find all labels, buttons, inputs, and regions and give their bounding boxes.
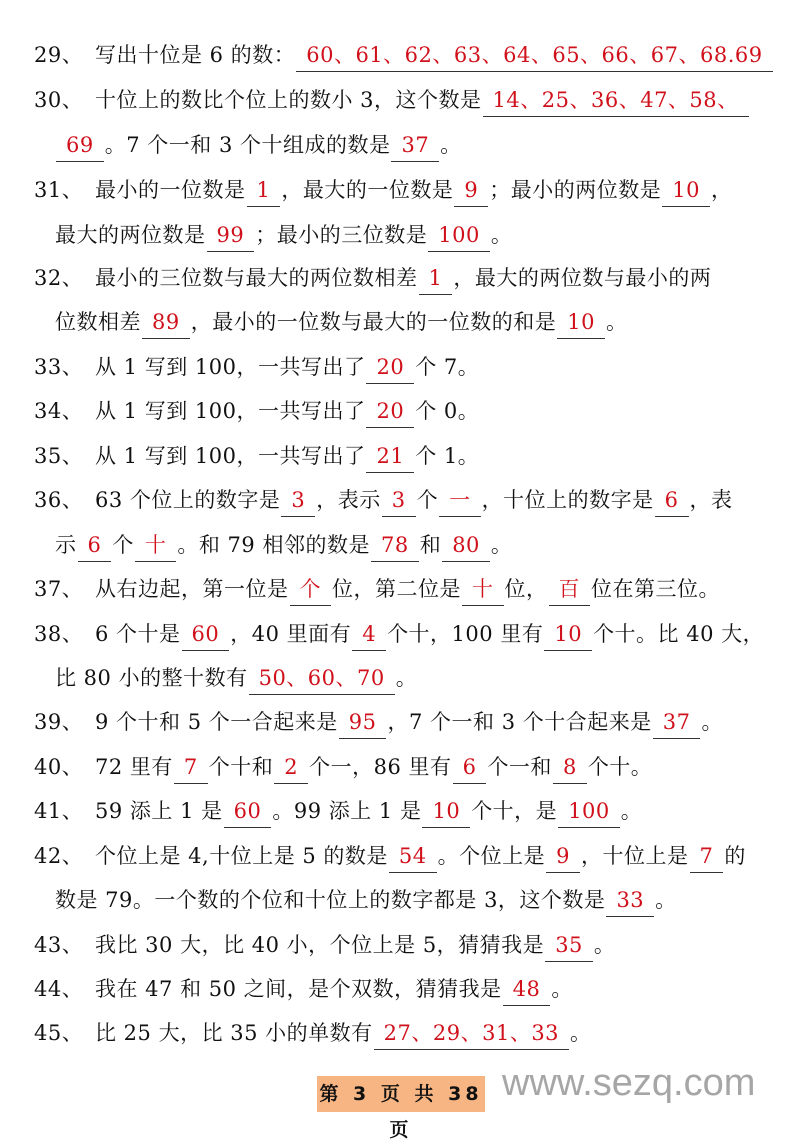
text-segment: ，表 [689, 488, 733, 512]
answer-blank: 80 [442, 529, 490, 562]
question-number: 31、 [34, 178, 84, 202]
text-segment: 个十。 [587, 755, 653, 779]
answer-blank: 4 [352, 618, 386, 651]
text-segment: 个一和 [487, 755, 552, 779]
text-segment: 。 [490, 223, 513, 247]
text-segment: 最大的两位数是 [55, 223, 206, 247]
question-text [95, 747, 652, 787]
question-number: 41、 [34, 799, 84, 823]
question-text [95, 569, 720, 609]
text-segment: 。 [551, 977, 573, 1001]
answer-blank: 54 [389, 840, 437, 873]
text-segment: 63 个位上的数字是 [95, 488, 281, 512]
answer-blank: 2 [274, 751, 308, 784]
question-number: 32、 [34, 266, 84, 290]
answer-blank: 7 [690, 840, 724, 873]
text-segment: ，最小的一位数与最大的一位数的和是 [190, 310, 557, 334]
answer-blank: 100 [558, 795, 620, 828]
answer-blank: 8 [553, 751, 587, 784]
answer-blank: 21 [366, 440, 414, 473]
text-segment: ，40 里面有 [230, 622, 352, 646]
answer-blank: 7 [174, 751, 208, 784]
text-segment: 个 1。 [415, 444, 480, 468]
answer-blank: 1 [247, 174, 281, 207]
text-segment: 的 [724, 844, 746, 868]
answer-blank: 35 [545, 929, 593, 962]
question-text [95, 925, 615, 965]
text-segment: ，最大的一位数是 [281, 178, 454, 202]
text-segment: ，7 个一和 3 个十合起来是 [387, 710, 652, 734]
question-number: 39、 [34, 710, 84, 734]
answer-blank: 69 [56, 129, 104, 162]
text-segment: 个十。比 40 大， [593, 622, 765, 646]
answer-blank: 10 [662, 174, 710, 207]
answer-blank: 20 [366, 351, 414, 384]
answer-blank: 37 [653, 706, 701, 739]
text-segment: 比 80 小的整十数有 [55, 666, 248, 690]
text-segment: 位，第二位是 [332, 577, 461, 601]
question-number: 40、 [34, 755, 84, 779]
answer-blank: 十 [462, 573, 504, 606]
answer-blank: 十 [135, 529, 177, 562]
text-segment: ， [710, 178, 733, 202]
text-segment: 个 [416, 488, 439, 512]
text-segment: 写出十位是 6 的数： [95, 43, 296, 67]
answer-blank: 3 [382, 484, 416, 517]
text-segment: 个 7。 [415, 355, 480, 379]
text-segment: 。 [620, 799, 643, 823]
answer-blank: 百 [549, 573, 591, 606]
text-segment: 位数相差 [55, 310, 141, 334]
answer-blank: 一 [439, 484, 481, 517]
text-segment: ，十位上的数字是 [481, 488, 654, 512]
answer-blank: 6 [453, 751, 487, 784]
text-segment: 个十，100 里有 [387, 622, 544, 646]
text-segment: 比 25 大，比 35 小的单数有 [95, 1021, 373, 1045]
answer-blank: 60 [182, 618, 230, 651]
answer-blank: 10 [557, 306, 605, 339]
answer-blank: 6 [78, 529, 112, 562]
question-number: 36、 [34, 488, 84, 512]
text-segment: 。99 添上 1 是 [272, 799, 422, 823]
text-segment: 。 [570, 1021, 592, 1045]
question-text [95, 35, 774, 75]
answer-blank: 37 [391, 129, 439, 162]
text-segment: 6 个十是 [95, 622, 181, 646]
answer-blank: 60 [224, 795, 272, 828]
text-segment: 个位上是 4,十位上是 5 的数是 [95, 844, 388, 868]
question-text [95, 170, 732, 210]
text-segment: 。 [395, 666, 418, 690]
text-segment: 从 1 写到 100，一共写出了 [95, 444, 366, 468]
answer-blank: 60、61、62、63、64、65、66、67、68.69 [296, 39, 772, 72]
answer-blank: 3 [281, 484, 315, 517]
question-text [55, 302, 627, 342]
text-segment: 。 [490, 533, 513, 557]
text-segment: ，十位上是 [581, 844, 689, 868]
question-text [95, 480, 733, 520]
question-number: 37、 [34, 577, 84, 601]
text-segment: 59 添上 1 是 [95, 799, 223, 823]
text-segment: 十位上的数比个位上的数小 3，这个数是 [95, 88, 482, 112]
question-text [95, 391, 479, 431]
question-text [95, 258, 711, 298]
question-text [95, 347, 479, 387]
text-segment: 9 个十和 5 个一合起来是 [95, 710, 338, 734]
question-number: 42、 [34, 844, 84, 868]
question-text [95, 791, 642, 831]
question-number: 33、 [34, 355, 84, 379]
text-segment: 。和 79 相邻的数是 [177, 533, 370, 557]
text-segment: 最小的一位数是 [95, 178, 246, 202]
text-segment: 和 [419, 533, 442, 557]
answer-blank: 10 [422, 795, 470, 828]
answer-blank: 95 [339, 706, 387, 739]
answer-blank: 48 [503, 973, 551, 1006]
answer-blank: 50、60、70 [249, 662, 395, 695]
text-segment: 个 0。 [415, 399, 480, 423]
answer-blank: 78 [371, 529, 419, 562]
text-segment: 从右边起，第一位是 [95, 577, 289, 601]
text-segment: 我在 47 和 50 之间，是个双数，猜猜我是 [95, 977, 502, 1001]
question-text [55, 215, 512, 255]
answer-blank: 100 [428, 219, 490, 252]
text-segment: 从 1 写到 100，一共写出了 [95, 355, 366, 379]
question-number: 35、 [34, 444, 84, 468]
text-segment: 最小的三位数与最大的两位数相差 [95, 266, 418, 290]
question-number: 30、 [34, 88, 84, 112]
text-segment: 示 [55, 533, 77, 557]
question-text [95, 614, 764, 654]
answer-blank: 10 [544, 618, 592, 651]
question-number: 43、 [34, 933, 84, 957]
question-text [95, 80, 750, 120]
question-number: 45、 [34, 1021, 84, 1045]
question-number: 38、 [34, 622, 84, 646]
question-text [95, 969, 573, 1009]
text-segment: 。7 个一和 3 个十组成的数是 [104, 133, 391, 157]
question-number: 44、 [34, 977, 84, 1001]
question-text [55, 658, 417, 698]
text-segment: 72 里有 [95, 755, 173, 779]
text-segment: ；最小的两位数是 [489, 178, 662, 202]
answer-blank: 1 [419, 262, 453, 295]
question-text [95, 1013, 592, 1053]
watermark: www.sezq.com [502, 1062, 756, 1104]
text-segment: ，表示 [316, 488, 381, 512]
text-segment: 个 [112, 533, 134, 557]
text-segment: ；最小的三位数是 [255, 223, 428, 247]
text-segment: 。 [655, 888, 677, 912]
question-text [55, 880, 677, 920]
text-segment: 。 [440, 133, 462, 157]
answer-blank: 89 [142, 306, 190, 339]
answer-blank: 6 [655, 484, 689, 517]
question-text [95, 436, 479, 476]
question-text [95, 836, 746, 876]
question-text [55, 525, 512, 565]
question-text [95, 702, 723, 742]
answer-blank: 99 [207, 219, 255, 252]
text-segment: 个十和 [208, 755, 274, 779]
text-segment: 个十，是 [471, 799, 558, 823]
question-text [55, 125, 462, 165]
answer-blank: 9 [454, 174, 488, 207]
text-segment: 。 [605, 310, 628, 334]
text-segment: 位在第三位。 [591, 577, 720, 601]
question-number: 34、 [34, 399, 84, 423]
answer-blank: 33 [606, 884, 654, 917]
text-segment: 位， [504, 577, 548, 601]
text-segment: 。个位上是 [437, 844, 546, 868]
text-segment: 从 1 写到 100，一共写出了 [95, 399, 366, 423]
text-segment: ，最大的两位数与最小的两 [453, 266, 712, 290]
text-segment: 。 [701, 710, 723, 734]
text-segment: 我比 30 大，比 40 小，个位上是 5，猜猜我是 [95, 933, 545, 957]
text-segment: 。 [593, 933, 616, 957]
answer-blank: 个 [290, 573, 332, 606]
answer-blank: 14、25、36、47、58、 [483, 84, 749, 117]
question-number: 29、 [34, 43, 84, 67]
answer-blank: 27、29、31、33 [374, 1017, 569, 1050]
answer-blank: 9 [546, 840, 580, 873]
text-segment: 个一，86 里有 [309, 755, 452, 779]
answer-blank: 20 [366, 395, 414, 428]
page-indicator: 第 3 页 共 38 页 [317, 1076, 485, 1112]
text-segment: 数是 79。一个数的个位和十位上的数字都是 3，这个数是 [55, 888, 606, 912]
